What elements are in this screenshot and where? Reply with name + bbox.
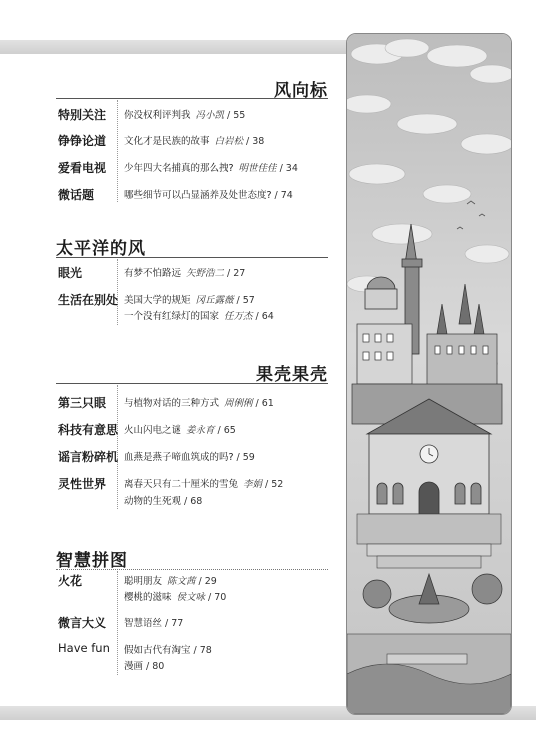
- category-label: 眼光: [58, 266, 83, 280]
- entry-page: / 77: [165, 618, 184, 629]
- section-rule: [56, 383, 328, 384]
- entry-author: 明世佳佳: [238, 163, 277, 174]
- section-rule: [56, 257, 328, 258]
- toc-entry[interactable]: [124, 292, 255, 306]
- entry-title: 智慧语丝: [124, 618, 163, 629]
- entry-title: 一个没有红绿灯的国家: [124, 311, 220, 322]
- plaza-stairs: [357, 514, 501, 568]
- entry-author: 矢野浩二: [186, 268, 225, 279]
- category-label: 第三只眼: [58, 396, 107, 410]
- entry-page: / 64: [255, 311, 274, 322]
- category-label: 微话题: [58, 188, 95, 202]
- section-title: 太平洋的风: [56, 239, 146, 259]
- entry-page: / 55: [227, 110, 246, 121]
- entry-title: 与植物对话的三种方式: [124, 398, 220, 409]
- castle-city-illustration: [346, 33, 512, 715]
- toc-entry[interactable]: [124, 422, 236, 436]
- category-label: 特别关注: [58, 108, 107, 122]
- foreground: [347, 634, 511, 714]
- category-label: 火花: [58, 574, 83, 588]
- entry-author: 周俐俐: [224, 398, 253, 409]
- observatory-dome: [365, 277, 397, 309]
- category-label: 灵性世界: [58, 477, 107, 491]
- entry-page: / 29: [198, 576, 217, 587]
- section-title: 风向标: [274, 81, 328, 101]
- entry-title: 少年四大名捕真的那么拽?: [124, 163, 234, 174]
- entry-title: 文化才是民族的故事: [124, 136, 210, 147]
- category-label: 微言大义: [58, 616, 107, 630]
- entry-page: / 27: [227, 268, 246, 279]
- entry-page: / 78: [193, 645, 212, 656]
- section-guoke: [56, 360, 328, 510]
- category-label: 科技有意思: [58, 423, 119, 437]
- toc-entry[interactable]: [124, 573, 217, 587]
- entry-page: / 61: [255, 398, 274, 409]
- entry-title: 血燕是燕子啼血筑成的吗?: [124, 452, 234, 463]
- column-divider: [117, 100, 118, 202]
- category-label: Have fun: [58, 641, 110, 655]
- section-rule: [56, 569, 328, 570]
- entry-title: 离春天只有二十厘米的雪兔: [124, 479, 239, 490]
- toc-entry[interactable]: [124, 615, 183, 629]
- toc-entry[interactable]: [124, 493, 202, 507]
- entry-page: / 80: [146, 661, 165, 672]
- entry-author: 冈丘露薇: [195, 295, 234, 306]
- entry-title: 火山闪电之谜: [124, 425, 182, 436]
- category-label: 铮铮论道: [58, 134, 107, 148]
- toc-entry[interactable]: [124, 160, 298, 174]
- category-label: 谣言粉碎机: [58, 450, 119, 464]
- section-fengxiangbiao: [56, 76, 328, 206]
- entry-author: 陈文茜: [167, 576, 196, 587]
- entry-page: / 52: [265, 479, 284, 490]
- toc-entry[interactable]: [124, 589, 226, 603]
- toc-entry[interactable]: [124, 642, 212, 656]
- toc-entry[interactable]: [124, 265, 245, 279]
- entry-title: 你没权利评判我: [124, 110, 191, 121]
- entry-author: 姜永育: [186, 425, 215, 436]
- column-divider: [117, 571, 118, 675]
- toc-entry[interactable]: [124, 107, 245, 121]
- toc-entry[interactable]: [124, 308, 274, 322]
- entry-title: 动物的生死观: [124, 496, 182, 507]
- section-zhihui: [56, 546, 328, 678]
- toc-entry[interactable]: [124, 187, 293, 201]
- castle-illustration-svg: [347, 34, 511, 714]
- entry-author: 任万杰: [224, 311, 253, 322]
- entry-author: 侯文咏: [176, 592, 206, 603]
- toc-entry[interactable]: [124, 133, 264, 147]
- toc-entry[interactable]: [124, 449, 255, 463]
- entry-page: / 59: [236, 452, 255, 463]
- entry-page: / 74: [274, 190, 293, 201]
- toc-entry[interactable]: [124, 395, 274, 409]
- entry-title: 美国大学的规矩: [124, 295, 191, 306]
- entry-page: / 38: [246, 136, 265, 147]
- entry-page: / 65: [217, 425, 236, 436]
- entry-title: 樱桃的滋味: [124, 592, 172, 603]
- entry-page: / 70: [208, 592, 227, 603]
- toc-entry[interactable]: [124, 658, 164, 672]
- section-title: 果壳果壳: [256, 365, 328, 385]
- category-label: 生活在别处: [58, 293, 119, 307]
- section-taipingyang: [56, 234, 328, 328]
- toc-entry[interactable]: [124, 476, 283, 490]
- entry-page: / 57: [236, 295, 255, 306]
- section-rule: [56, 98, 328, 99]
- entry-page: / 34: [279, 163, 298, 174]
- entry-title: 假如古代有淘宝: [124, 645, 191, 656]
- top-gray-band: [0, 40, 350, 54]
- category-label: 爱看电视: [58, 161, 107, 175]
- entry-title: 有梦不怕路远: [124, 268, 182, 279]
- entry-title: 哪些细节可以凸显涵养及处世态度?: [124, 190, 272, 201]
- column-divider: [117, 385, 118, 509]
- entry-author: 李娟: [243, 479, 263, 490]
- entry-page: / 68: [184, 496, 203, 507]
- entry-title: 聪明朋友: [124, 576, 163, 587]
- entry-author: 白岩松: [214, 136, 244, 147]
- entry-author: 冯小凯: [195, 110, 225, 121]
- entry-title: 漫画: [124, 661, 144, 672]
- section-title: 智慧拼图: [56, 551, 128, 571]
